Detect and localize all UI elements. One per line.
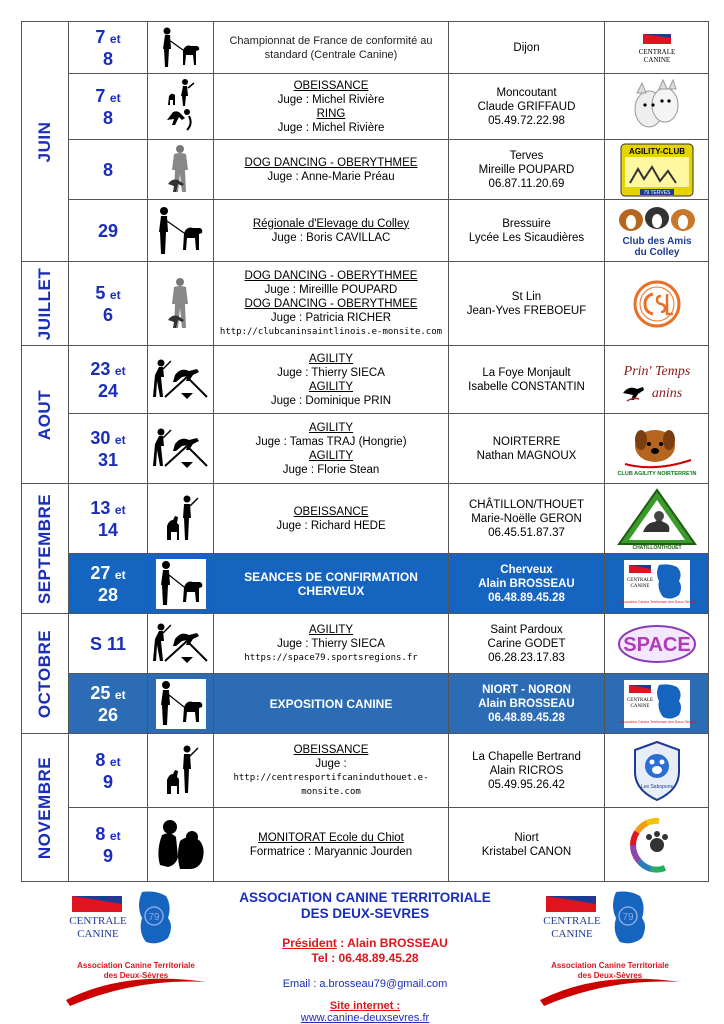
club-agility-noirterre-logo <box>605 414 709 484</box>
svg-text:CENTRALE: CENTRALE <box>626 697 653 703</box>
svg-text:CANINE: CANINE <box>630 583 649 589</box>
svg-text:CANINE: CANINE <box>551 928 593 940</box>
president-line: Président : Alain BROSSEAU <box>282 936 448 950</box>
month-label: JUIN <box>35 121 54 162</box>
date-cell: 5 et 6 <box>69 262 148 346</box>
svg-text:CANINE: CANINE <box>630 703 649 709</box>
events-calendar-table <box>21 21 709 882</box>
space-logo <box>605 614 709 674</box>
event-row-highlighted <box>22 674 709 734</box>
printemps-canins-logo <box>605 346 709 414</box>
date-cell: 7 et 8 <box>69 74 148 140</box>
svg-text:du Colley: du Colley <box>633 246 680 258</box>
event-description: DOG DANCING - OBERYTHMEE Juge : Anne-Marie Préau <box>214 140 449 200</box>
event-description: OBEISSANCE Juge : Richard HEDE <box>214 484 449 554</box>
month-cell <box>22 614 69 734</box>
month-label: NOVEMBRE <box>35 756 54 859</box>
event-row <box>22 808 709 882</box>
event-row <box>22 734 709 808</box>
svg-text:AGILITY-CLUB: AGILITY-CLUB <box>628 146 685 156</box>
event-row <box>22 140 709 200</box>
svg-text:des Deux-Sèvres: des Deux-Sèvres <box>103 971 169 980</box>
date-cell: 29 <box>69 200 148 262</box>
svg-text:CHATILLONTHOUET: CHATILLONTHOUET <box>631 544 682 551</box>
month-label: AOUT <box>35 389 54 440</box>
dog-dancing-icon <box>148 262 214 346</box>
month-cell <box>22 346 69 484</box>
acdt-footer-logo <box>56 888 216 1014</box>
centrale-canine-logo <box>605 22 709 74</box>
svg-text:79: 79 <box>148 912 160 923</box>
svg-text:CLUB AGILITY NOIRTERRE'IN: CLUB AGILITY NOIRTERRE'IN <box>617 470 696 477</box>
club-chatillon-logo <box>605 484 709 554</box>
centre-sportif-logo <box>605 734 709 808</box>
dog-walker-icon <box>148 22 214 74</box>
svg-text:CANINE: CANINE <box>77 928 119 940</box>
association-subtitle: DES DEUX-SEVRES <box>300 906 430 921</box>
white-dogs-logo <box>605 74 709 140</box>
svg-text:CANINE: CANINE <box>643 55 670 64</box>
event-description: AGILITY Juge : Tamas TRAJ (Hongrie) AGILITY Juge : Florie Stean <box>214 414 449 484</box>
agility-club-terves-logo <box>605 140 709 200</box>
event-row <box>22 346 709 414</box>
event-description: AGILITY Juge : Thierry SIECA AGILITY Juge : Dominique PRIN <box>214 346 449 414</box>
website-link[interactable]: www.canine-deuxsevres.fr <box>300 1012 430 1024</box>
dog-walker-icon <box>148 674 214 734</box>
svg-text:SPACE: SPACE <box>622 633 691 656</box>
event-row <box>22 200 709 262</box>
event-row <box>22 414 709 484</box>
event-place: CHÂTILLON/THOUET Marie-Noëlle GERON 06.45.51.87.37 <box>449 484 605 554</box>
date-cell: 8 et 9 <box>69 808 148 882</box>
date-cell: 8 et 9 <box>69 734 148 808</box>
svg-text:79: 79 <box>622 912 634 923</box>
csl-logo <box>605 262 709 346</box>
svg-text:CENTRALE: CENTRALE <box>638 47 675 56</box>
president-phone: Tel : 06.48.89.45.28 <box>311 951 419 965</box>
event-place: NOIRTERRE Nathan MAGNOUX <box>449 414 605 484</box>
event-description: Championnat de France de conformité au standard (Centrale Canine) <box>214 22 449 74</box>
date-cell: 25 et 26 <box>69 674 148 734</box>
footer <box>0 880 724 1024</box>
month-cell <box>22 484 69 614</box>
event-description: OBEISSANCE Juge : http://centresportifcaninduthouet.e-monsite.com <box>214 734 449 808</box>
svg-text:79 TERVES: 79 TERVES <box>643 189 670 196</box>
svg-text:CENTRALE: CENTRALE <box>69 915 127 927</box>
event-place: Dijon <box>449 22 605 74</box>
event-place: NIORT - NORON Alain BROSSEAU 06.48.89.45.28 <box>449 674 605 734</box>
agility-icon <box>148 414 214 484</box>
svg-text:Association Canine Territorial: Association Canine Territoriale des Deux-Sèvres <box>617 599 696 604</box>
obedience-ring-icon <box>148 74 214 140</box>
month-label: OCTOBRE <box>35 629 54 718</box>
event-description: MONITORAT Ecole du Chiot Formatrice : Maryannic Jourden <box>214 808 449 882</box>
event-place: Niort Kristabel CANON <box>449 808 605 882</box>
event-row-highlighted <box>22 554 709 614</box>
event-place: La Foye Monjault Isabelle CONSTANTIN <box>449 346 605 414</box>
date-cell: 27 et 28 <box>69 554 148 614</box>
event-description: DOG DANCING - OBERYTHMEE Juge : Mireillle POUPARD DOG DANCING - OBERYTHMEE Juge : Patricia RICHER http://clubcaninsaintlinois.e-monsite.com <box>214 262 449 346</box>
date-cell: S 11 <box>69 614 148 674</box>
svg-text:CENTRALE: CENTRALE <box>543 915 601 927</box>
svg-text:Prin' Temps: Prin' Temps <box>623 363 690 379</box>
svg-text:Association Canine Territorial: Association Canine Territoriale <box>77 961 195 970</box>
event-row <box>22 74 709 140</box>
date-cell: 23 et 24 <box>69 346 148 414</box>
event-description: EXPOSITION CANINE <box>214 674 449 734</box>
svg-text:CENTRALE: CENTRALE <box>626 577 653 583</box>
event-place: Saint Pardoux Carine GODET 06.28.23.17.83 <box>449 614 605 674</box>
event-row <box>22 262 709 346</box>
puppy-icon <box>148 808 214 882</box>
svg-text:des Deux-Sèvres: des Deux-Sèvres <box>577 971 643 980</box>
agility-icon <box>148 346 214 414</box>
dog-dancing-icon <box>148 140 214 200</box>
month-cell <box>22 22 69 262</box>
club-canin-rainbow-logo <box>605 808 709 882</box>
event-row <box>22 484 709 554</box>
month-cell <box>22 734 69 882</box>
event-place: St Lin Jean-Yves FREBOEUF <box>449 262 605 346</box>
event-description: Régionale d'Elevage du Colley Juge : Boris CAVILLAC <box>214 200 449 262</box>
date-cell: 13 et 14 <box>69 484 148 554</box>
svg-text:Association Canine Territorial: Association Canine Territoriale des Deux-Sèvres <box>617 719 696 724</box>
event-description: OBEISSANCE Juge : Michel Rivière RING Juge : Michel Rivière <box>214 74 449 140</box>
association-title: ASSOCIATION CANINE TERRITORIALE <box>239 890 491 905</box>
agility-icon <box>148 614 214 674</box>
event-description: SEANCES DE CONFIRMATION CHERVEUX <box>214 554 449 614</box>
date-cell: 30 et 31 <box>69 414 148 484</box>
event-row <box>22 22 709 74</box>
obedience-icon <box>148 484 214 554</box>
date-cell: 8 <box>69 140 148 200</box>
obedience-icon <box>148 734 214 808</box>
club-amis-colley-logo <box>605 200 709 262</box>
month-cell <box>22 262 69 346</box>
acdt-footer-logo <box>530 888 690 1014</box>
email-link[interactable]: Email : a.brosseau79@gmail.com <box>282 978 448 990</box>
acdt-logo <box>605 674 709 734</box>
dog-walker-icon <box>148 200 214 262</box>
event-place: Cherveux Alain BROSSEAU 06.48.89.45.28 <box>449 554 605 614</box>
acdt-logo <box>605 554 709 614</box>
svg-text:anins: anins <box>651 385 682 401</box>
month-label: JUILLET <box>35 267 54 340</box>
date-cell: 7 et 8 <box>69 22 148 74</box>
event-place: Moncoutant Claude GRIFFAUD 05.49.72.22.98 <box>449 74 605 140</box>
event-description: AGILITY Juge : Thierry SIECA https://space79.sportsregions.fr <box>214 614 449 674</box>
event-place: Bressuire Lycée Les Sicaudières <box>449 200 605 262</box>
event-place: Terves Mireille POUPARD 06.87.11.20.69 <box>449 140 605 200</box>
association-contact-block <box>210 890 520 1024</box>
svg-text:Association Canine Territorial: Association Canine Territoriale <box>551 961 669 970</box>
svg-text:Club des Amis: Club des Amis <box>621 235 692 247</box>
site-label: Site internet : <box>329 1000 401 1012</box>
event-row <box>22 614 709 674</box>
svg-text:Les Sabopons: Les Sabopons <box>640 783 673 790</box>
event-place: La Chapelle Bertrand Alain RICROS 05.49.95.26.42 <box>449 734 605 808</box>
month-label: SEPTEMBRE <box>35 493 54 604</box>
dog-walker-icon <box>148 554 214 614</box>
